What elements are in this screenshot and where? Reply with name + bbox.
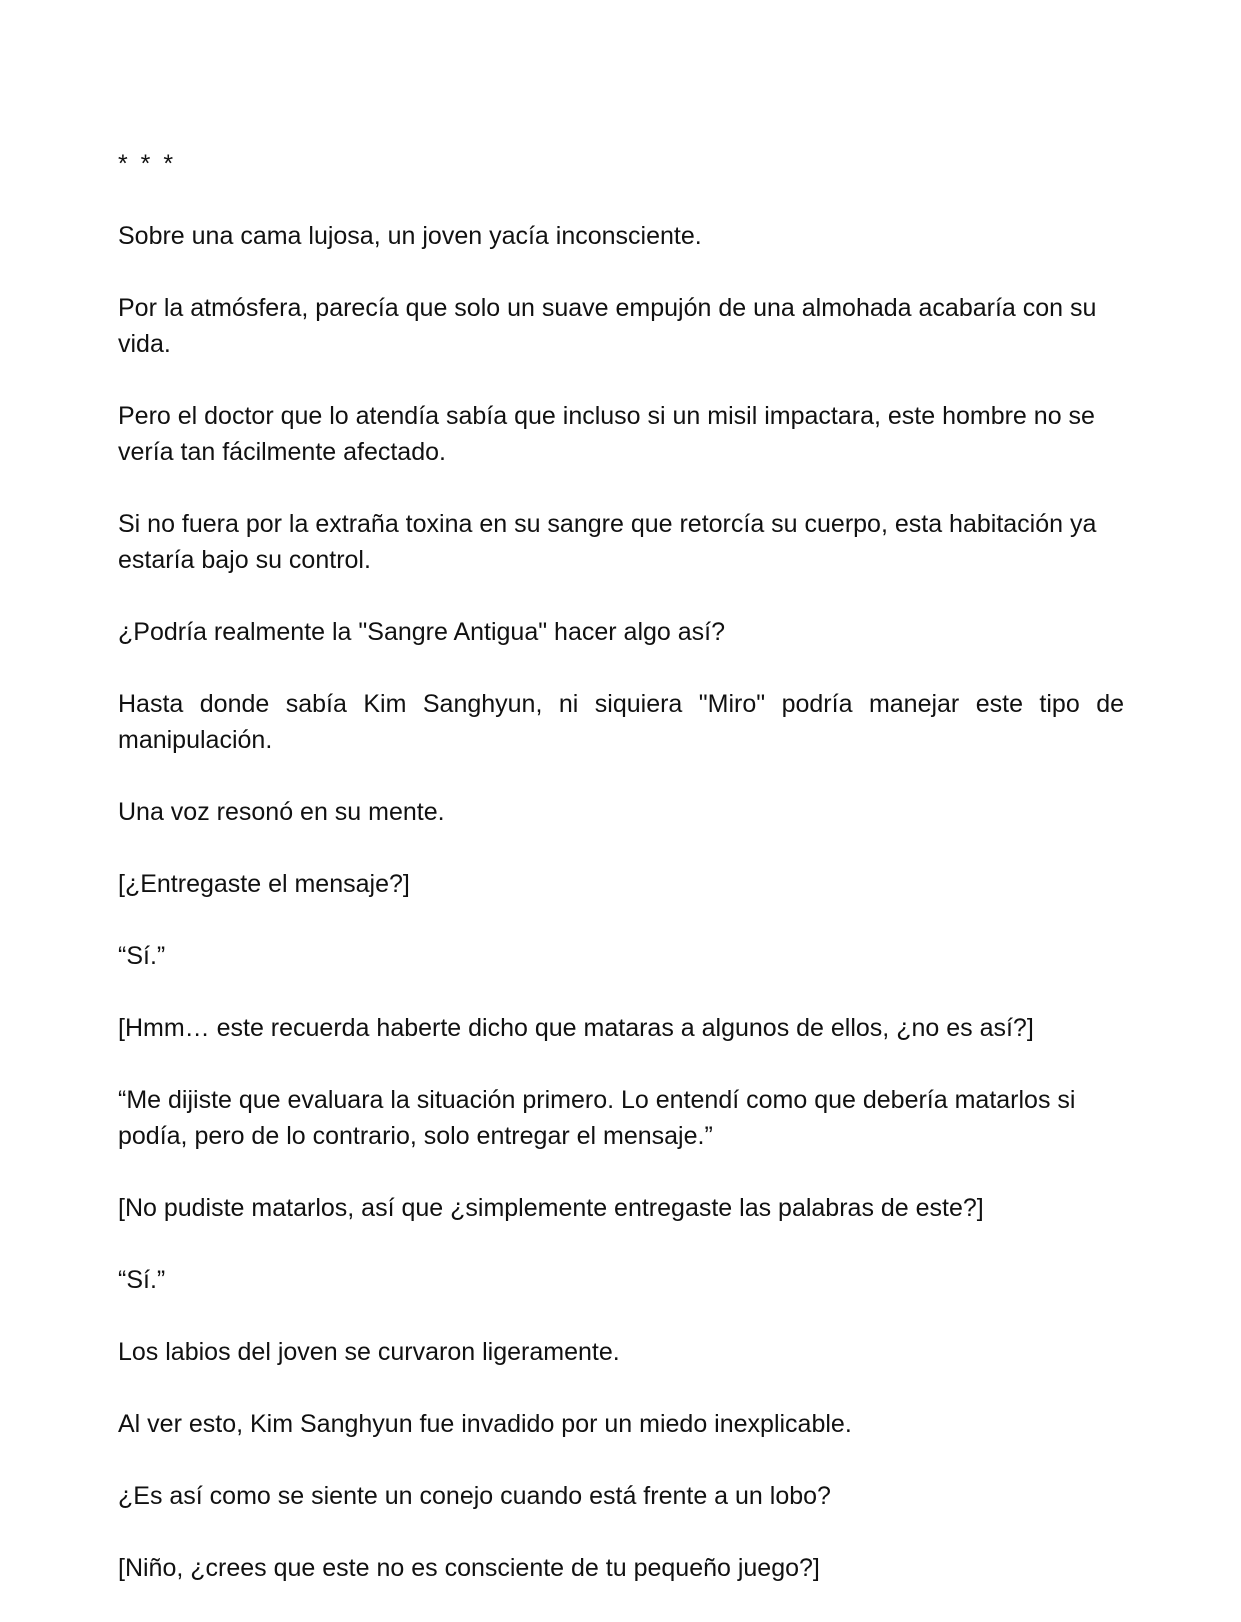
paragraph-8: [¿Entregaste el mensaje?] (118, 870, 410, 898)
paragraph-15: Al ver esto, Kim Sanghyun fue invadido por un miedo inexplicable. (118, 1410, 852, 1438)
paragraph-7: Una voz resonó en su mente. (118, 798, 445, 826)
paragraph-9: “Sí.” (118, 942, 166, 970)
paragraph-2: Por la atmósfera, parecía que solo un suave empujón de una almohada acabaría con su vida. (118, 294, 1097, 358)
paragraph-1: Sobre una cama lujosa, un joven yacía inconsciente. (118, 222, 702, 250)
scene-separator: * * * (118, 150, 177, 178)
paragraph-10: [Hmm… este recuerda haberte dicho que mataras a algunos de ellos, ¿no es así?] (118, 1014, 1034, 1042)
paragraph-4: Si no fuera por la extraña toxina en su sangre que retorcía su cuerpo, esta habitación ya estaría bajo su control. (118, 510, 1097, 574)
paragraph-12: [No pudiste matarlos, así que ¿simplemente entregaste las palabras de este?] (118, 1194, 984, 1222)
paragraph-11: “Me dijiste que evaluara la situación primero. Lo entendí como que debería matarlos si podía, pero de lo contrario, solo entregar el mensaje.” (118, 1086, 1076, 1150)
paragraph-6: Hasta donde sabía Kim Sanghyun, ni siquiera "Miro" podría manejar este tipo de manipulación. (118, 690, 1124, 754)
paragraph-3: Pero el doctor que lo atendía sabía que incluso si un misil impactara, este hombre no se vería tan fácilmente afectado. (118, 402, 1095, 466)
paragraph-16: ¿Es así como se siente un conejo cuando está frente a un lobo? (118, 1482, 831, 1510)
paragraph-13: “Sí.” (118, 1266, 166, 1294)
paragraph-14: Los labios del joven se curvaron ligeramente. (118, 1338, 620, 1366)
paragraph-5: ¿Podría realmente la "Sangre Antigua" hacer algo así? (118, 618, 726, 646)
document-body (118, 146, 1124, 1622)
paragraph-17: [Niño, ¿crees que este no es consciente de tu pequeño juego?] (118, 1554, 820, 1582)
